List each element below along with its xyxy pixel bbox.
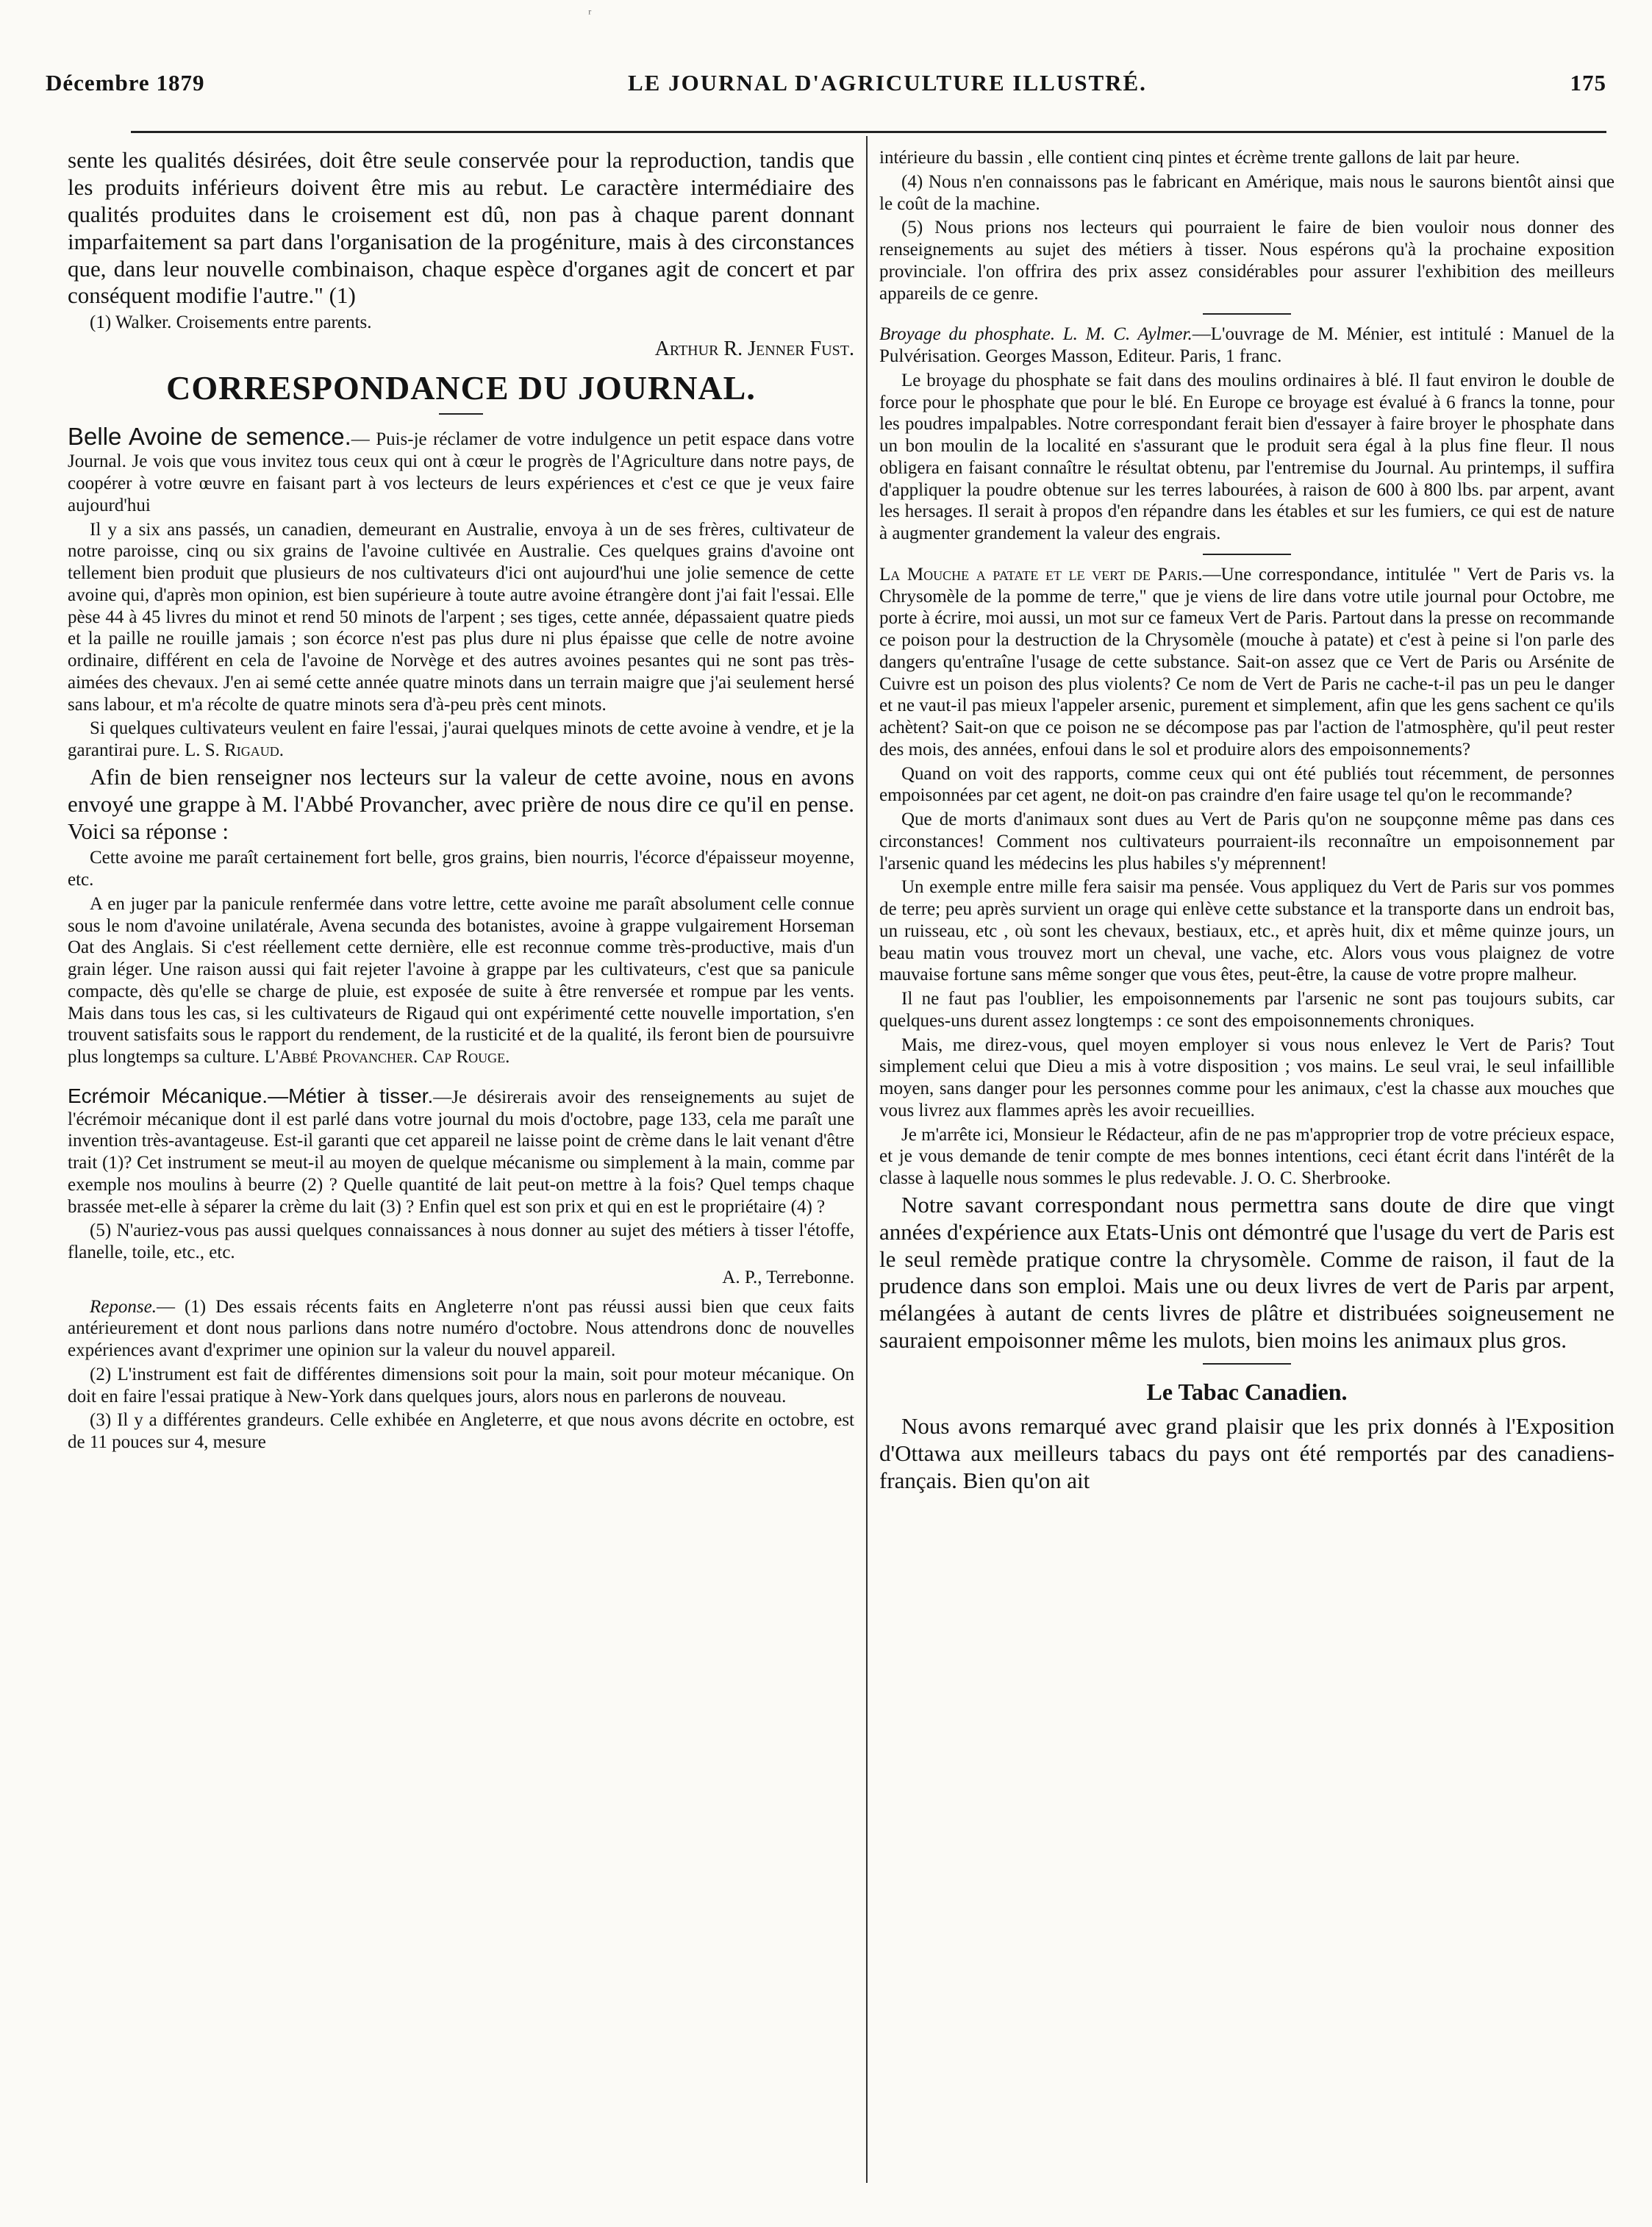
article-text: —L'ouvrage de M. Ménier, est intitulé : Manuel de la Pulvérisation. Georges Masson, Editeur. Paris, 1 franc. <box>879 324 1615 366</box>
editor-paragraph: Notre savant correspondant nous permettra sans doute de dire que vingt années d'expérience aux Etats-Unis ont démontré que l'usage du vert de Paris est le seul remède pratique contre la chrysomèle. Comme de raison, il faut de la prudence dans son emploi. Mais une ou deux livres de vert de Paris par arpent, mélangées à autant de cents livres de plâtre et distribuées soigneusement ne sauraient empoisonner même les mulots, bien moins les animaux plus gros. <box>879 1191 1615 1354</box>
author-signature: Arthur R. Jenner Fust. <box>654 337 854 360</box>
reply-paragraph: (2) L'instrument est fait de différentes dimensions soit pour la main, soit pour moteur mécanique. On doit en faire l'essai pratique à New-York dans quelques jours, alors nous en parlerons de nouveau. <box>68 1364 854 1406</box>
right-column <box>879 147 1615 1497</box>
reply-text: — (1) Des essais récents faits en Angleterre n'ont pas réussi aussi bien que ceux faits antérieurement et dont nous parlions dans notre numéro d'octobre. Nous attendrons donc de nouvelles expériences avant d'exprimer une opinion sur la valeur du nouvel appareil. <box>68 1296 854 1361</box>
article-rule <box>1203 554 1291 555</box>
section-rule <box>439 413 483 415</box>
editor-paragraph: Afin de bien renseigner nos lecteurs sur la valeur de cette avoine, nous en avons envoyé une grappe à M. l'Abbé Provancher, avec prière de nous dire ce qu'il en pense. Voici sa réponse : <box>68 763 854 844</box>
footnote: (1) Walker. Croisements entre parents. <box>90 312 372 333</box>
article-broyage <box>879 323 1615 368</box>
left-column <box>68 147 854 1456</box>
letter-paragraph <box>68 718 854 762</box>
article-heading: Broyage du phosphate. L. M. C. Aylmer. <box>879 324 1192 345</box>
reply-paragraph: Cette avoine me paraît certainement fort belle, gros grains, bien nourris, l'écorce d'épaisseur moyenne, etc. <box>68 848 854 890</box>
letter-paragraph: (5) N'auriez-vous pas aussi quelques connaissances à nous donner au sujet des métiers à tisser l'étoffe, flanelle, toile, etc., etc. <box>68 1220 854 1263</box>
letter-paragraph <box>879 1124 1615 1190</box>
header-page-number: 175 <box>1570 70 1606 96</box>
reply-paragraph <box>68 893 854 1068</box>
reply-signature: L'Abbé Provancher. Cap Rouge. <box>264 1047 510 1068</box>
letter-signature: L. S. Rigaud. <box>184 740 285 761</box>
letter-paragraph: Que de morts d'animaux sont dues au Vert de Paris qu'on ne soupçonne même pas dans ces circonstances! Comment nos cultivateurs pourraient-ils reconnaître un empoisonnement par l'arsenic quand les médecins les plus habiles s'y méprennent! <box>879 809 1615 873</box>
reply-paragraph: (3) Il y a différentes grandeurs. Celle exhibée en Angleterre, et que nous avons décrite en octobre, est de 11 pouces sur 4, mesure <box>68 1410 854 1453</box>
letter-paragraph: Il ne faut pas l'oublier, les empoisonnements par l'arsenic ne sont pas toujours subits, car quelques-uns durent assez longtemps : ce sont des empoisonnements chroniques. <box>879 989 1615 1031</box>
letter-signature: A. P., Terrebonne. <box>722 1267 854 1287</box>
header-date: Décembre 1879 <box>46 70 205 96</box>
header-rule <box>131 131 1606 133</box>
header-title: LE JOURNAL D'AGRICULTURE ILLUSTRÉ. <box>627 70 1147 96</box>
letter-paragraph: Mais, me direz-vous, quel moyen employer si vous nous enlevez le Vert de Paris? Tout simplement celui que Dieu a mis à votre disposition ; vos mains. Le seul vrai, le seul infaillible moyen, sans danger pour les personnes comme pour les animaux, c'est la chasse aux mouches que vous livrez aux flammes après les avoir recueillies. <box>879 1034 1615 1120</box>
letter-heading: Belle Avoine de semence. <box>68 423 351 451</box>
letter-text: —Je désirerais avoir des renseignements au sujet de l'écrémoir mécanique dont il est parlé dans votre journal du mois d'octobre, page 133, cela me paraît une invention très-avantageuse. Est-il garanti que cet appareil ne laisse point de crème dans le lait venant d'être trait (1)? Cet instrument se meut-il au moyen de quelque mécanisme ou simplement à la main, comme par exemple nos moulins à beurre (2) ? Quelle quantité de lait peut-on mettre à la fois? Quel temps chaque brassée met-elle à séparer la crème du lait (3) ? Enfin quel est son prix et qui en est le propriétaire (4) ? <box>68 1087 854 1217</box>
reply-paragraph <box>68 1296 854 1362</box>
letter-text: —Une correspondance, intitulée " Vert de Paris vs. la Chrysomèle de la pomme de terre," que je viens de lire dans votre utile journal pour Octobre, me porte à écrire, moi aussi, un mot sur ce fameux Vert de Paris. Partout dans la presse on recommande ce poison pour la destruction de la Chrysomèle (mouche à patate) et c'est à peine si l'on parle des dangers qu'entraîne l'usage de cette substance. Sait-on assez que ce Vert de Paris ou Arsénite de Cuivre est un poison des plus violents? Ce nom de Vert de Paris ne cache-t-il pas un peu le danger et ne vaut-il pas mieux l'appeler arsenic, purement et simplement, afin que les gens sachent ce qu'ils achètent? Sait-on que ce poison ne se décompose pas par l'action de l'atmosphère, qu'il peut rester des mois, des années, enfoui dans le sol et produire alors des empoisonnements? <box>879 564 1615 759</box>
letter-paragraph: Quand on voit des rapports, comme ceux qui ont été publiés tout récemment, de personnes empoisonnées par cet agent, ne doit-on pas craindre d'en faire usage tel qu'on le recommande? <box>879 763 1615 806</box>
letter-heading: La Mouche a patate et le vert de Paris. <box>879 564 1203 585</box>
letter-paragraph: Il y a six ans passés, un canadien, demeurant en Australie, envoya à un de ses frères, cultivateur de notre paroisse, cinq ou six grains de l'avoine cultivée en Australie. Ces quelques grains d'avoine ont tellement bien produit que plusieurs de nos cultivateurs d'ici ont aujourd'hui une jolie semence de cette avoine qui, d'après mon opinion, est bien supérieure à toute autre avoine étrangère dont j'ai fait l'essai. Elle pèse 44 à 45 livres du minot et rend 50 minots de l'arpent ; ses tiges, cette année, dépassaient quatre pieds et la paille ne rouille jamais ; son écorce n'est pas plus dure ni plus épaisse que celle de notre avoine ordinaire, différent en cela de l'avoine de Norvège et des autres avoines pesantes qui ne sont pas très-aimées des chevaux. J'en ai semé cette année quatre minots dans un terrain maigre que j'ai seulement hersé sans labour, et m'a récolte de quatre minots sera d'à-peu près cent minots. <box>68 519 854 715</box>
reply-label: Reponse. <box>90 1296 157 1317</box>
letter-text: — Puis-je réclamer de votre indulgence un petit espace dans votre Journal. Je vois que vous invitez tous ceux qui ont à cœur le progrès de l'Agriculture dans notre pays, de coopérer à votre œuvre en faisant part à vos lecteurs de leurs expériences et c'est ce que je veux faire aujourd'hui <box>68 429 854 515</box>
article-rule <box>1203 313 1291 315</box>
letter-ecremoir <box>68 1084 854 1218</box>
letter-text: Je m'arrête ici, Monsieur le Rédacteur, afin de ne pas m'approprier trop de votre précieux espace, et je vous demande de tenir compte de mes bonnes intentions, ceci étant écrit dans l'intérêt de la classe à laquelle nous sommes le plus redevable. <box>879 1124 1615 1188</box>
page-header <box>46 65 1606 101</box>
article-continuation: sente les qualités désirées, doit être seule conservée pour la reproduction, tandis que les produits inférieurs doivent être mis au rebut. Le caractère intermédiaire des qualités produites dans le croisement est dû, non pas à chaque parent donnant imparfaitement sa part dans l'organisation de la progéniture, mais à des circonstances que, dans leur nouvelle combinaison, chaque espèce d'organes agit de concert et par conséquent modifie l'autre." (1) <box>68 147 854 309</box>
reply-paragraph: intérieure du bassin , elle contient cinq pintes et écrème trente gallons de lait par heure. <box>879 148 1520 168</box>
letter-mouche <box>879 564 1615 761</box>
letter-signature: J. O. C. Sherbrooke. <box>1241 1168 1391 1188</box>
print-mark: ʳ <box>588 6 592 22</box>
letter-avoine <box>68 422 854 517</box>
reply-paragraph: (4) Nous n'en connaissons pas le fabricant en Amérique, mais nous le saurons bientôt ainsi que le coût de la machine. <box>879 171 1615 214</box>
column-divider <box>866 136 868 2183</box>
article-rule <box>1203 1363 1291 1365</box>
article-paragraph: Le broyage du phosphate se fait dans des moulins ordinaires à blé. Il faut environ le double de force pour le phosphate que pour le blé. En Europe ce broyage est évalué à 6 francs la tonne, pour les poudres impalpables. Notre correspondant ferait bien d'essayer à faire broyer le phosphate dans un bon moulin de la localité en s'assurant que le produit sera égal à la plus fine fleur. Il nous obligera en faisant connaître le résultat obtenu, par l'entremise du Journal. Au printemps, il suffira d'appliquer la poudre obtenue sur les terres labourées, à raison de 600 à 800 lbs. par arpent, avant les hersages. Il serait à propos d'en répandre dans les étables et sur les fumiers, ce qui est de nature à augmenter grandement la valeur des engrais. <box>879 370 1615 543</box>
section-title: CORRESPONDANCE DU JOURNAL. <box>166 369 756 407</box>
letter-heading: Ecrémoir Mécanique.—Métier à tisser. <box>68 1084 434 1107</box>
article-title: Le Tabac Canadien. <box>1146 1379 1348 1405</box>
reply-text: A en juger par la panicule renfermée dans votre lettre, cette avoine me paraît absolument celle connue sous le nom d'avoine unilatérale, Avena secunda des botanistes, avoine à grappe vulgairement Horseman Oat des Anglais. Si c'est réellement cette dernière, elle est reconnue comme très-productive, mais d'un grain léger. Une raison aussi qui fait rejeter l'avoine à grappe par les cultivateurs, c'est que sa panicule compacte, dès qu'elle se charge de pluie, est exposée de suite à être renversée et rompue par les vents. Mais dans tous les cas, si les cultivateurs de Rigaud qui ont expérimenté cette nouvelle importation, s'en trouvent satisfaits sous le rapport du rendement, de la rusticité et de la qualité, ils feront bien de poursuivre plus longtemps sa culture. <box>68 893 854 1068</box>
letter-text: Si quelques cultivateurs veulent en faire l'essai, j'aurai quelques minots de cette avoine à vendre, et je la garantirai pure. <box>68 718 854 761</box>
reply-paragraph: (5) Nous prions nos lecteurs qui pourraient le faire de bien vouloir nous donner des renseignements au sujet des métiers à tisser. Nous espérons qu'à la prochaine exposition provinciale. l'on offrira des prix assez considérables pour assurer l'exhibition des meilleurs appareils de ce genre. <box>879 218 1615 304</box>
spacer <box>68 1070 854 1084</box>
letter-paragraph: Un exemple entre mille fera saisir ma pensée. Vous appliquez du Vert de Paris sur vos pommes de terre; peu après survient un orage qui enlève cette substance et la transporte dans un endroit bas, un ruisseau, etc , où sont les chevaux, bestiaux, etc., et après huit, dix et même quinze jours, un beau matin vous trouvez mort un cheval, une vache, etc. Alors vous vous plaignez de votre mauvaise fortune sans même songer que vous êtes, peut-être, la cause de votre propre malheur. <box>879 877 1615 985</box>
article-paragraph: Nous avons remarqué avec grand plaisir que les prix donnés à l'Exposition d'Ottawa aux meilleurs tabacs du pays ont été remportés par des canadiens-français. Bien qu'on ait <box>879 1413 1615 1493</box>
